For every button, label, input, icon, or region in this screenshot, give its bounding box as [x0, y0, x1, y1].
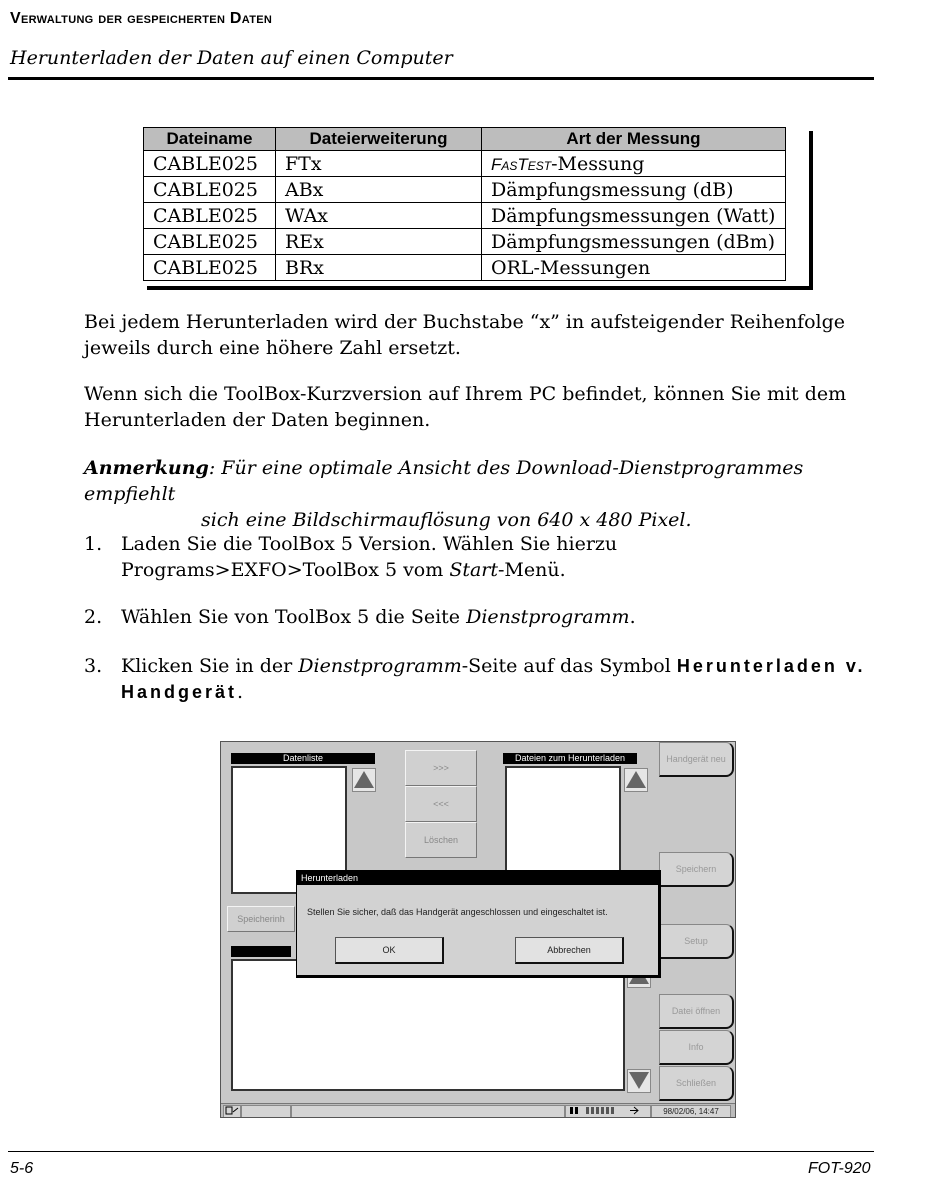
status-field [291, 1105, 565, 1118]
setup-button[interactable]: Setup [659, 924, 734, 959]
battery-icon [565, 1105, 651, 1118]
table-row [144, 203, 786, 229]
table-row [144, 177, 786, 203]
fastest-brand: FasTest [491, 154, 552, 174]
step-text-part: -Seite auf das Symbol [461, 655, 677, 677]
table-row [144, 151, 786, 177]
table-shadow-bottom [147, 286, 813, 290]
header-rule [8, 77, 874, 80]
cell-extension: WAx [276, 203, 482, 229]
close-button[interactable]: Schließen [659, 1066, 734, 1101]
step-text-part: . [237, 681, 244, 703]
delete-button[interactable]: Löschen [405, 822, 477, 858]
step-text-emphasis: Dienstprogramm [298, 655, 462, 677]
scroll-up-icon[interactable] [624, 768, 648, 792]
dialog-message: Stellen Sie sicher, daß das Handgerät angeschlossen und eingeschaltet ist. [307, 907, 608, 917]
cell-filename: CABLE025 [144, 203, 276, 229]
step-number: 2. [84, 606, 103, 628]
paragraph-extension-note: Bei jedem Herunterladen wird der Buchstabe “x” in aufsteigender Reihenfolge jeweils durch eine höhere Zahl ersetzt. [84, 311, 846, 359]
table-row [144, 229, 786, 255]
column-header-extension: Dateierweiterung [276, 128, 482, 151]
handheld-new-button[interactable]: Handgerät neu [659, 742, 734, 777]
dialog-cancel-button[interactable]: Abbrechen [515, 937, 624, 964]
add-button[interactable]: >>> [405, 750, 477, 786]
cell-filename: CABLE025 [144, 229, 276, 255]
cell-measurement-type: ORL-Messungen [482, 255, 786, 281]
storage-info-button[interactable]: Speicherinh [227, 906, 295, 932]
product-model: FOT-920 [808, 1160, 871, 1177]
step-text [121, 653, 881, 705]
save-button[interactable]: Speichern [659, 852, 734, 887]
info-button[interactable]: Info [659, 1030, 734, 1065]
step-text [121, 604, 881, 630]
footer-rule [8, 1151, 874, 1152]
cell-measurement-type: Dämpfungsmessungen (dBm) [482, 229, 786, 255]
cell-extension: FTx [276, 151, 482, 177]
download-utility-screenshot [220, 741, 736, 1118]
section-title: Verwaltung der gespeicherten Daten [10, 10, 273, 27]
remove-button[interactable]: <<< [405, 786, 477, 822]
cell-filename: CABLE025 [144, 177, 276, 203]
status-bar [221, 1103, 735, 1118]
table-shadow-right [809, 131, 813, 290]
step-text-part: -Menü. [498, 559, 566, 581]
step-text-emphasis: Dienstprogramm [466, 606, 630, 628]
download-dialog [296, 870, 661, 978]
download-files-title: Dateien zum Herunterladen [503, 753, 637, 764]
device-icon [223, 1105, 241, 1118]
download-symbol-name: Herunterladen v. Handgerät [121, 656, 866, 702]
download-files-box[interactable] [505, 766, 621, 882]
step-text-part: Wählen Sie von ToolBox 5 die Seite [121, 606, 467, 628]
step-number: 3. [84, 655, 103, 677]
table-header-row [144, 128, 786, 151]
status-field [241, 1105, 291, 1118]
note-line-2: sich eine Bildschirmauflösung von 640 x 480 Pixel. [201, 509, 692, 531]
table-row [144, 255, 786, 281]
dialog-title: Herunterladen [297, 871, 658, 885]
bottom-list-box[interactable] [231, 959, 625, 1091]
cell-extension: REx [276, 229, 482, 255]
step-text-emphasis: Start [449, 559, 499, 581]
note-label: Anmerkung [84, 457, 209, 479]
note-block [84, 455, 884, 533]
step-text-part: . [629, 606, 636, 628]
step-text-part: Klicken Sie in der [121, 655, 299, 677]
status-datetime: 98/02/06, 14:47 [651, 1105, 731, 1118]
column-header-filename: Dateiname [144, 128, 276, 151]
column-header-measurement-type: Art der Messung [482, 128, 786, 151]
page-number: 5-6 [10, 1160, 34, 1177]
file-extension-table [143, 127, 786, 281]
data-list-title: Datenliste [231, 753, 375, 764]
scroll-down-icon[interactable] [627, 1069, 651, 1093]
cell-filename: CABLE025 [144, 255, 276, 281]
cell-filename: CABLE025 [144, 151, 276, 177]
scroll-up-icon[interactable] [352, 768, 376, 792]
step-text [121, 531, 881, 583]
step-number: 1. [84, 533, 103, 555]
dialog-ok-button[interactable]: OK [335, 937, 444, 964]
cell-measurement-type [482, 151, 786, 177]
subsection-title: Herunterladen der Daten auf einen Computer [10, 47, 453, 69]
paragraph-toolbox-note: Wenn sich die ToolBox-Kurzversion auf Ihrem PC befindet, können Sie mit dem Herunterladen der Daten beginnen. [84, 383, 847, 431]
cell-measurement-type: Dämpfungsmessungen (Watt) [482, 203, 786, 229]
cell-extension: ABx [276, 177, 482, 203]
note-line-1: : Für eine optimale Ansicht des Download-Dienstprogrammes empfiehlt [84, 457, 804, 505]
bottom-list-title [231, 946, 291, 957]
cell-extension: BRx [276, 255, 482, 281]
measurement-suffix: -Messung [551, 152, 645, 175]
open-file-button[interactable]: Datei öffnen [659, 994, 734, 1029]
cell-measurement-type: Dämpfungsmessung (dB) [482, 177, 786, 203]
step-text-part: Laden Sie die ToolBox 5 Version. Wählen Sie hierzu Programs>EXFO>ToolBox 5 vom [121, 533, 618, 581]
